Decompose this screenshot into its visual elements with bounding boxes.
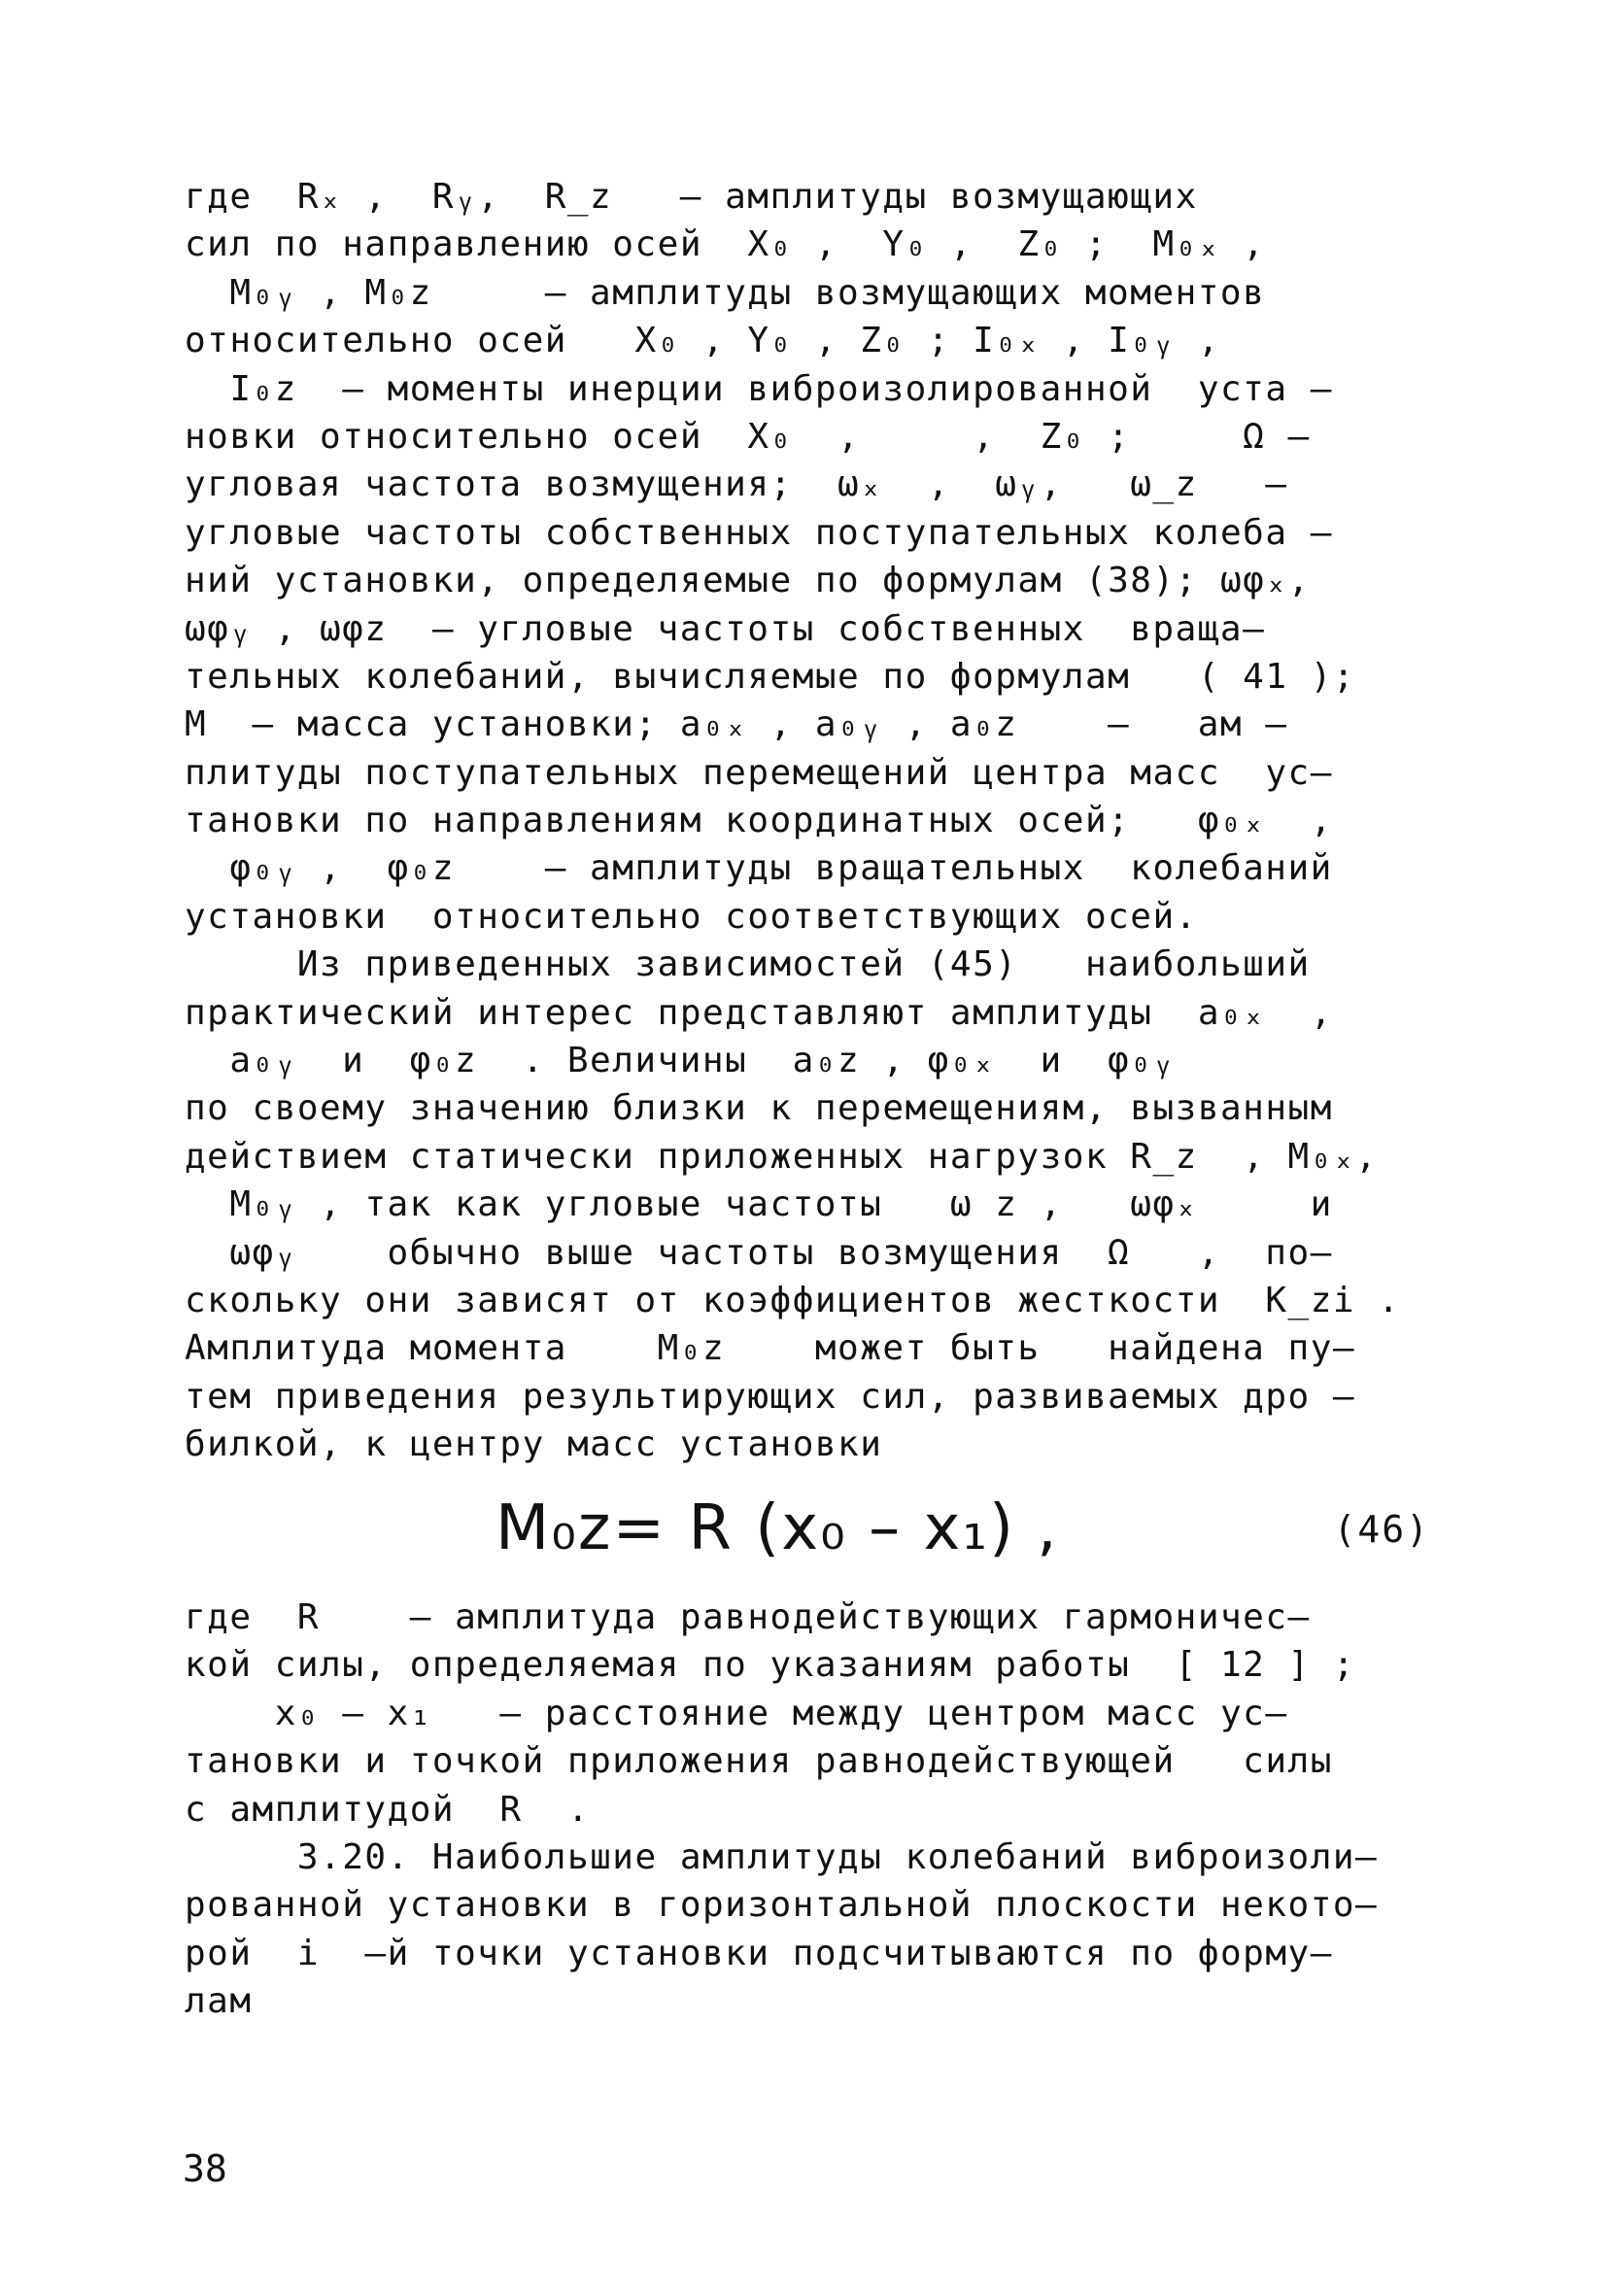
page-number: 38 <box>183 2147 227 2190</box>
text-line: угловые частоты собственных поступательных колеба – <box>185 512 1333 553</box>
text-line: билкой, к центру масс установки <box>185 1424 883 1465</box>
text-line: M – масса установки; a₀ₓ , a₀ᵧ , a₀z – ам – <box>185 704 1288 745</box>
text-line: относительно осей X₀ , Y₀ , Z₀ ; I₀ₓ , I₀ᵧ , <box>185 321 1220 361</box>
text-line: где Rₓ , Rᵧ, R_z – амплитуды возмущающих <box>185 177 1198 217</box>
text-line: тановки и точкой приложения равнодействующей силы <box>185 1741 1333 1782</box>
text-line: рой i –й точки установки подсчитываются по форму– <box>185 1933 1333 1973</box>
text-line: по своему значению близки к перемещениям, вызванным <box>185 1088 1333 1129</box>
equation-46 <box>185 1487 1448 1584</box>
text-line: ωφᵧ , ωφz – угловые частоты собственных враща– <box>185 608 1266 649</box>
text-line: ωφᵧ обычно выше частоты возмущения Ω , по– <box>185 1232 1333 1273</box>
text-line: действием статически приложенных нагрузок R_z , M₀ₓ, <box>185 1136 1379 1177</box>
text-line: установки относительно соответствующих осей. <box>185 896 1198 937</box>
equation-expression: M₀z= R (x₀ – x₁) , <box>495 1492 1059 1564</box>
text-line: плитуды поступательных перемещений центра масс ус– <box>185 752 1333 793</box>
text-line: тановки по направлениям координатных осей; φ₀ₓ , <box>185 801 1333 841</box>
text-line: тельных колебаний, вычисляемые по формулам ( 41 ); <box>185 656 1356 697</box>
equation-number: (46) <box>1333 1508 1430 1551</box>
paragraph-after-equation <box>185 1593 1467 2026</box>
text-line: φ₀ᵧ , φ₀z – амплитуды вращательных колебаний <box>185 848 1333 889</box>
text-line: ний установки, определяемые по формулам (38); ωφₓ, <box>185 561 1311 601</box>
text-line: M₀ᵧ , M₀z – амплитуды возмущающих моментов <box>185 272 1266 313</box>
text-line: x₀ – x₁ – расстояние между центром масс ус– <box>185 1693 1288 1733</box>
text-line: с амплитудой R . <box>185 1789 591 1830</box>
text-line: где R – амплитуда равнодействующих гармоничес– <box>185 1597 1311 1637</box>
text-line: рованной установки в горизонтальной плоскости некото– <box>185 1885 1379 1926</box>
text-line: a₀ᵧ и φ₀z . Величины a₀z , φ₀ₓ и φ₀ᵧ <box>185 1041 1176 1081</box>
text-line: M₀ᵧ , так как угловые частоты ω z , ωφₓ и <box>185 1184 1333 1225</box>
paragraph-definitions <box>185 173 1448 1469</box>
text-line: новки относительно осей X₀ , , Z₀ ; Ω – <box>185 416 1311 457</box>
text-line: скольку они зависят от коэффициентов жесткости K_zi . <box>185 1280 1401 1320</box>
text-line: Амплитуда момента M₀z может быть найдена пу– <box>185 1328 1356 1369</box>
text-line: кой силы, определяемая по указаниям работы [ 12 ] ; <box>185 1645 1356 1686</box>
text-line: 3.20. Наибольшие амплитуды колебаний виброизоли– <box>185 1836 1379 1877</box>
text-line: угловая частота возмущения; ωₓ , ωᵧ, ω_z – <box>185 464 1288 505</box>
text-line: I₀z – моменты инерции виброизолированной уста – <box>185 368 1333 409</box>
text-line: Из приведенных зависимостей (45) наибольший <box>185 944 1311 985</box>
text-line: лам <box>185 1981 253 2022</box>
text-line: тем приведения результирующих сил, развиваемых дро – <box>185 1376 1356 1417</box>
text-line: практический интерес представляют амплитуды a₀ₓ , <box>185 992 1333 1033</box>
text-line: сил по направлению осей X₀ , Y₀ , Z₀ ; M₀ₓ , <box>185 224 1266 265</box>
